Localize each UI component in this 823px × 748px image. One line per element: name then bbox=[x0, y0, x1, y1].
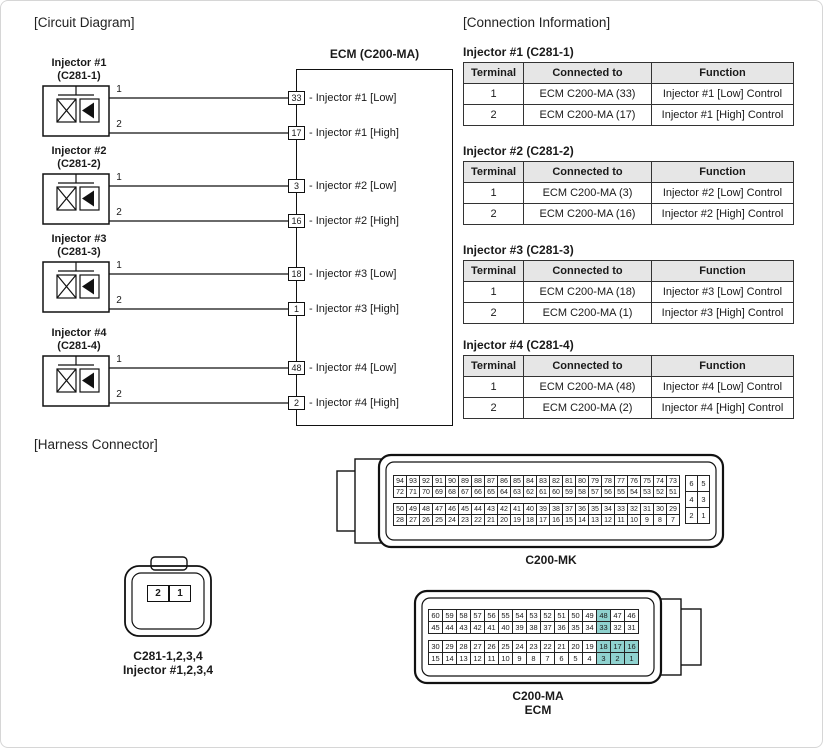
connection-table bbox=[463, 161, 794, 225]
ecm-pin-number: 33 bbox=[288, 91, 305, 105]
pin-17: 17 bbox=[610, 640, 625, 653]
pin-40: 40 bbox=[523, 503, 537, 515]
pin-row bbox=[685, 507, 710, 524]
pin-14: 14 bbox=[442, 652, 457, 665]
ecm-pin-label: - Injector #3 [High] bbox=[309, 303, 399, 315]
col-header-connected-to: Connected to bbox=[524, 63, 652, 84]
pin-30: 30 bbox=[428, 640, 443, 653]
pin-33: 33 bbox=[596, 621, 611, 634]
pin-12: 12 bbox=[601, 514, 615, 526]
pin-24: 24 bbox=[512, 640, 527, 653]
pin-83: 83 bbox=[536, 475, 550, 487]
col-header-function: Function bbox=[652, 261, 794, 282]
terminal-number: 2 bbox=[116, 207, 122, 218]
table-row bbox=[464, 282, 794, 303]
pin-89: 89 bbox=[458, 475, 472, 487]
pin-82: 82 bbox=[549, 475, 563, 487]
pin-74: 74 bbox=[653, 475, 667, 487]
terminal-number: 1 bbox=[116, 260, 122, 271]
ecm-pin-label: - Injector #1 [High] bbox=[309, 127, 399, 139]
pin-45: 45 bbox=[458, 503, 472, 515]
pin-26: 26 bbox=[419, 514, 433, 526]
c281-terminal-2: 2 bbox=[147, 585, 169, 602]
pin-13: 13 bbox=[588, 514, 602, 526]
pin-14: 14 bbox=[575, 514, 589, 526]
pin-52: 52 bbox=[653, 486, 667, 498]
pin-42: 42 bbox=[470, 621, 485, 634]
c200ma-caption: C200-MA bbox=[512, 689, 564, 703]
pin-69: 69 bbox=[432, 486, 446, 498]
pin-row bbox=[428, 621, 639, 634]
injector-symbol-1 bbox=[43, 86, 289, 136]
pin-row bbox=[685, 491, 710, 508]
pin-79: 79 bbox=[588, 475, 602, 487]
table-row bbox=[464, 303, 794, 324]
col-header-function: Function bbox=[652, 63, 794, 84]
pin-88: 88 bbox=[471, 475, 485, 487]
pin-21: 21 bbox=[554, 640, 569, 653]
col-header-function: Function bbox=[652, 162, 794, 183]
injector-connector: (C281-1) bbox=[57, 70, 101, 82]
pin-51: 51 bbox=[666, 486, 680, 498]
pin-31: 31 bbox=[640, 503, 654, 515]
col-header-terminal: Terminal bbox=[464, 356, 524, 377]
ecm-pin-number: 1 bbox=[288, 302, 305, 316]
pin-28: 28 bbox=[393, 514, 407, 526]
injector2-label bbox=[19, 145, 139, 171]
connection-table-group-injector1 bbox=[463, 45, 793, 126]
pin-34: 34 bbox=[601, 503, 615, 515]
cell-function: Injector #4 [Low] Control bbox=[652, 377, 794, 398]
pin-23: 23 bbox=[458, 514, 472, 526]
pin-61: 61 bbox=[536, 486, 550, 498]
pin-49: 49 bbox=[406, 503, 420, 515]
cell-connected-to: ECM C200-MA (48) bbox=[524, 377, 652, 398]
table-row bbox=[464, 84, 794, 105]
ecm-title: ECM (C200-MA) bbox=[329, 47, 420, 61]
cell-terminal: 1 bbox=[464, 183, 524, 204]
pin-90: 90 bbox=[445, 475, 459, 487]
cell-terminal: 2 bbox=[464, 105, 524, 126]
ecm-pin-label: - Injector #2 [Low] bbox=[309, 180, 397, 192]
pin-21: 21 bbox=[484, 514, 498, 526]
pin-91: 91 bbox=[432, 475, 446, 487]
ecm-pin-48 bbox=[288, 361, 396, 375]
ecm-pin-16 bbox=[288, 214, 399, 228]
pin-7: 7 bbox=[540, 652, 555, 665]
cell-connected-to: ECM C200-MA (16) bbox=[524, 204, 652, 225]
cell-connected-to: ECM C200-MA (17) bbox=[524, 105, 652, 126]
harness-connector-section-label: [Harness Connector] bbox=[34, 437, 158, 452]
pin-32: 32 bbox=[627, 503, 641, 515]
pin-16: 16 bbox=[624, 640, 639, 653]
connection-table-group-injector3 bbox=[463, 243, 793, 324]
pin-46: 46 bbox=[624, 609, 639, 622]
pin-87: 87 bbox=[484, 475, 498, 487]
table-row bbox=[464, 204, 794, 225]
pin-70: 70 bbox=[419, 486, 433, 498]
cell-terminal: 1 bbox=[464, 282, 524, 303]
cell-function: Injector #1 [Low] Control bbox=[652, 84, 794, 105]
c200mk-pin-grid bbox=[393, 475, 680, 526]
pin-22: 22 bbox=[540, 640, 555, 653]
table-header-row bbox=[464, 261, 794, 282]
pin-27: 27 bbox=[470, 640, 485, 653]
pin-37: 37 bbox=[540, 621, 555, 634]
pin-7: 7 bbox=[666, 514, 680, 526]
pin-55: 55 bbox=[498, 609, 513, 622]
pin-71: 71 bbox=[406, 486, 420, 498]
col-header-terminal: Terminal bbox=[464, 261, 524, 282]
pin-23: 23 bbox=[526, 640, 541, 653]
pin-6: 6 bbox=[685, 475, 698, 492]
pin-30: 30 bbox=[653, 503, 667, 515]
injector-connector: (C281-4) bbox=[57, 340, 101, 352]
col-header-connected-to: Connected to bbox=[524, 162, 652, 183]
pin-78: 78 bbox=[601, 475, 615, 487]
ecm-pin-18 bbox=[288, 267, 396, 281]
pin-34: 34 bbox=[582, 621, 597, 634]
table-header-row bbox=[464, 162, 794, 183]
cell-function: Injector #3 [Low] Control bbox=[652, 282, 794, 303]
injector4-label bbox=[19, 327, 139, 353]
pin-11: 11 bbox=[614, 514, 628, 526]
connection-table bbox=[463, 355, 794, 419]
pin-41: 41 bbox=[510, 503, 524, 515]
connection-table-title: Injector #3 (C281-3) bbox=[463, 243, 574, 257]
pin-86: 86 bbox=[497, 475, 511, 487]
ecm-pin-number: 2 bbox=[288, 396, 305, 410]
pin-58: 58 bbox=[456, 609, 471, 622]
connection-info-section-label: [Connection Information] bbox=[463, 15, 611, 30]
ecm-pin-3 bbox=[288, 179, 396, 193]
table-row bbox=[464, 183, 794, 204]
pin-22: 22 bbox=[471, 514, 485, 526]
pin-25: 25 bbox=[498, 640, 513, 653]
pin-36: 36 bbox=[575, 503, 589, 515]
terminal-number: 1 bbox=[116, 84, 122, 95]
pin-66: 66 bbox=[471, 486, 485, 498]
pin-92: 92 bbox=[419, 475, 433, 487]
cell-terminal: 2 bbox=[464, 398, 524, 419]
pin-49: 49 bbox=[582, 609, 597, 622]
pin-84: 84 bbox=[523, 475, 537, 487]
pin-67: 67 bbox=[458, 486, 472, 498]
connection-table-group-injector4 bbox=[463, 338, 793, 419]
pin-29: 29 bbox=[666, 503, 680, 515]
pin-11: 11 bbox=[484, 652, 499, 665]
pin-25: 25 bbox=[432, 514, 446, 526]
pin-6: 6 bbox=[554, 652, 569, 665]
pin-38: 38 bbox=[549, 503, 563, 515]
pin-85: 85 bbox=[510, 475, 524, 487]
cell-terminal: 2 bbox=[464, 303, 524, 324]
pin-68: 68 bbox=[445, 486, 459, 498]
ecm-pin-number: 3 bbox=[288, 179, 305, 193]
col-header-terminal: Terminal bbox=[464, 162, 524, 183]
pin-38: 38 bbox=[526, 621, 541, 634]
pin-40: 40 bbox=[498, 621, 513, 634]
pin-4: 4 bbox=[582, 652, 597, 665]
connection-table bbox=[463, 62, 794, 126]
pin-53: 53 bbox=[640, 486, 654, 498]
pin-35: 35 bbox=[568, 621, 583, 634]
pin-33: 33 bbox=[614, 503, 628, 515]
terminal-number: 2 bbox=[116, 295, 122, 306]
terminal-number: 1 bbox=[116, 172, 122, 183]
pin-48: 48 bbox=[596, 609, 611, 622]
injector3-label bbox=[19, 233, 139, 259]
pin-60: 60 bbox=[428, 609, 443, 622]
connection-table-title: Injector #2 (C281-2) bbox=[463, 144, 574, 158]
injector-symbol-4 bbox=[43, 356, 289, 406]
pin-47: 47 bbox=[610, 609, 625, 622]
pin-3: 3 bbox=[697, 491, 710, 508]
injector-symbol-2 bbox=[43, 174, 289, 224]
pin-72: 72 bbox=[393, 486, 407, 498]
ecm-pin-label: - Injector #1 [Low] bbox=[309, 92, 397, 104]
cell-function: Injector #2 [High] Control bbox=[652, 204, 794, 225]
pin-60: 60 bbox=[549, 486, 563, 498]
pin-20: 20 bbox=[497, 514, 511, 526]
pin-27: 27 bbox=[406, 514, 420, 526]
pin-65: 65 bbox=[484, 486, 498, 498]
ecm-pin-33 bbox=[288, 91, 396, 105]
pin-54: 54 bbox=[627, 486, 641, 498]
cell-function: Injector #3 [High] Control bbox=[652, 303, 794, 324]
pin-94: 94 bbox=[393, 475, 407, 487]
pin-44: 44 bbox=[471, 503, 485, 515]
cell-terminal: 2 bbox=[464, 204, 524, 225]
ecm-pin-number: 48 bbox=[288, 361, 305, 375]
pin-45: 45 bbox=[428, 621, 443, 634]
injector-connector: (C281-2) bbox=[57, 158, 101, 170]
pin-43: 43 bbox=[456, 621, 471, 634]
c200ma-pin-grid bbox=[428, 609, 639, 665]
pin-43: 43 bbox=[484, 503, 498, 515]
cell-connected-to: ECM C200-MA (33) bbox=[524, 84, 652, 105]
c281-caption: C281-1,2,3,4 bbox=[133, 649, 203, 663]
ecm-pin-17 bbox=[288, 126, 399, 140]
cell-terminal: 1 bbox=[464, 84, 524, 105]
table-row bbox=[464, 105, 794, 126]
pin-1: 1 bbox=[697, 507, 710, 524]
pin-42: 42 bbox=[497, 503, 511, 515]
pin-64: 64 bbox=[497, 486, 511, 498]
pin-39: 39 bbox=[536, 503, 550, 515]
pin-59: 59 bbox=[562, 486, 576, 498]
table-row bbox=[464, 398, 794, 419]
pin-row bbox=[428, 652, 639, 665]
pin-8: 8 bbox=[526, 652, 541, 665]
table-header-row bbox=[464, 63, 794, 84]
table-row bbox=[464, 377, 794, 398]
cell-connected-to: ECM C200-MA (2) bbox=[524, 398, 652, 419]
pin-56: 56 bbox=[601, 486, 615, 498]
pin-36: 36 bbox=[554, 621, 569, 634]
pin-2: 2 bbox=[685, 507, 698, 524]
pin-48: 48 bbox=[419, 503, 433, 515]
pin-5: 5 bbox=[568, 652, 583, 665]
col-header-function: Function bbox=[652, 356, 794, 377]
pin-19: 19 bbox=[582, 640, 597, 653]
ecm-pin-label: - Injector #4 [High] bbox=[309, 397, 399, 409]
pin-73: 73 bbox=[666, 475, 680, 487]
pin-44: 44 bbox=[442, 621, 457, 634]
pin-3: 3 bbox=[596, 652, 611, 665]
injector-name: Injector #4 bbox=[51, 327, 107, 339]
c200mk-caption: C200-MK bbox=[525, 553, 577, 567]
pin-1: 1 bbox=[624, 652, 639, 665]
pin-15: 15 bbox=[428, 652, 443, 665]
ecm-pin-label: - Injector #4 [Low] bbox=[309, 362, 397, 374]
cell-terminal: 1 bbox=[464, 377, 524, 398]
injector1-label bbox=[19, 57, 139, 83]
pin-57: 57 bbox=[470, 609, 485, 622]
terminal-number: 2 bbox=[116, 389, 122, 400]
pin-53: 53 bbox=[526, 609, 541, 622]
pin-9: 9 bbox=[512, 652, 527, 665]
c281-caption-line2: Injector #1,2,3,4 bbox=[122, 663, 214, 677]
pin-37: 37 bbox=[562, 503, 576, 515]
col-header-connected-to: Connected to bbox=[524, 356, 652, 377]
cell-connected-to: ECM C200-MA (1) bbox=[524, 303, 652, 324]
pin-5: 5 bbox=[697, 475, 710, 492]
terminal-number: 1 bbox=[116, 354, 122, 365]
ecm-pin-1 bbox=[288, 302, 399, 316]
ecm-pin-label: - Injector #2 [High] bbox=[309, 215, 399, 227]
pin-47: 47 bbox=[432, 503, 446, 515]
pin-10: 10 bbox=[498, 652, 513, 665]
cell-function: Injector #2 [Low] Control bbox=[652, 183, 794, 204]
pin-18: 18 bbox=[596, 640, 611, 653]
pin-28: 28 bbox=[456, 640, 471, 653]
pin-9: 9 bbox=[640, 514, 654, 526]
pin-4: 4 bbox=[685, 491, 698, 508]
injector-name: Injector #2 bbox=[51, 145, 107, 157]
terminal-number: 2 bbox=[116, 119, 122, 130]
pin-2: 2 bbox=[610, 652, 625, 665]
pin-75: 75 bbox=[640, 475, 654, 487]
table-header-row bbox=[464, 356, 794, 377]
pin-55: 55 bbox=[614, 486, 628, 498]
pin-41: 41 bbox=[484, 621, 499, 634]
ecm-pin-number: 16 bbox=[288, 214, 305, 228]
injector-connector: (C281-3) bbox=[57, 246, 101, 258]
ecm-pin-number: 17 bbox=[288, 126, 305, 140]
pin-row bbox=[393, 514, 680, 526]
pin-56: 56 bbox=[484, 609, 499, 622]
connection-table-title: Injector #4 (C281-4) bbox=[463, 338, 574, 352]
connection-table bbox=[463, 260, 794, 324]
cell-function: Injector #1 [High] Control bbox=[652, 105, 794, 126]
pin-57: 57 bbox=[588, 486, 602, 498]
pin-58: 58 bbox=[575, 486, 589, 498]
pin-93: 93 bbox=[406, 475, 420, 487]
injector-name: Injector #3 bbox=[51, 233, 107, 245]
pin-77: 77 bbox=[614, 475, 628, 487]
pin-50: 50 bbox=[393, 503, 407, 515]
pin-50: 50 bbox=[568, 609, 583, 622]
pin-63: 63 bbox=[510, 486, 524, 498]
pin-row bbox=[393, 486, 680, 498]
pin-52: 52 bbox=[540, 609, 555, 622]
cell-function: Injector #4 [High] Control bbox=[652, 398, 794, 419]
ecm-pin-label: - Injector #3 [Low] bbox=[309, 268, 397, 280]
cell-connected-to: ECM C200-MA (3) bbox=[524, 183, 652, 204]
ecm-pin-number: 18 bbox=[288, 267, 305, 281]
pin-80: 80 bbox=[575, 475, 589, 487]
pin-76: 76 bbox=[627, 475, 641, 487]
injector-name: Injector #1 bbox=[51, 57, 107, 69]
connection-table-group-injector2 bbox=[463, 144, 793, 225]
pin-46: 46 bbox=[445, 503, 459, 515]
pin-51: 51 bbox=[554, 609, 569, 622]
circuit-diagram-section-label: [Circuit Diagram] bbox=[34, 15, 135, 30]
injector-symbol-3 bbox=[43, 262, 289, 312]
c281-terminal-1: 1 bbox=[169, 585, 191, 602]
pin-59: 59 bbox=[442, 609, 457, 622]
pin-12: 12 bbox=[470, 652, 485, 665]
ecm-pin-2 bbox=[288, 396, 399, 410]
pin-20: 20 bbox=[568, 640, 583, 653]
col-header-terminal: Terminal bbox=[464, 63, 524, 84]
cell-connected-to: ECM C200-MA (18) bbox=[524, 282, 652, 303]
pin-13: 13 bbox=[456, 652, 471, 665]
pin-62: 62 bbox=[523, 486, 537, 498]
pin-19: 19 bbox=[510, 514, 524, 526]
pin-16: 16 bbox=[549, 514, 563, 526]
c200mk-side-pin-grid bbox=[685, 475, 710, 524]
pin-15: 15 bbox=[562, 514, 576, 526]
pin-29: 29 bbox=[442, 640, 457, 653]
pin-32: 32 bbox=[610, 621, 625, 634]
pin-35: 35 bbox=[588, 503, 602, 515]
pin-8: 8 bbox=[653, 514, 667, 526]
connection-table-title: Injector #1 (C281-1) bbox=[463, 45, 574, 59]
pin-18: 18 bbox=[523, 514, 537, 526]
pin-10: 10 bbox=[627, 514, 641, 526]
pin-39: 39 bbox=[512, 621, 527, 634]
pin-26: 26 bbox=[484, 640, 499, 653]
pin-row bbox=[685, 475, 710, 492]
pin-54: 54 bbox=[512, 609, 527, 622]
pin-24: 24 bbox=[445, 514, 459, 526]
pin-81: 81 bbox=[562, 475, 576, 487]
c200ma-caption-line2: ECM bbox=[524, 703, 552, 717]
pin-31: 31 bbox=[624, 621, 639, 634]
pin-17: 17 bbox=[536, 514, 550, 526]
col-header-connected-to: Connected to bbox=[524, 261, 652, 282]
